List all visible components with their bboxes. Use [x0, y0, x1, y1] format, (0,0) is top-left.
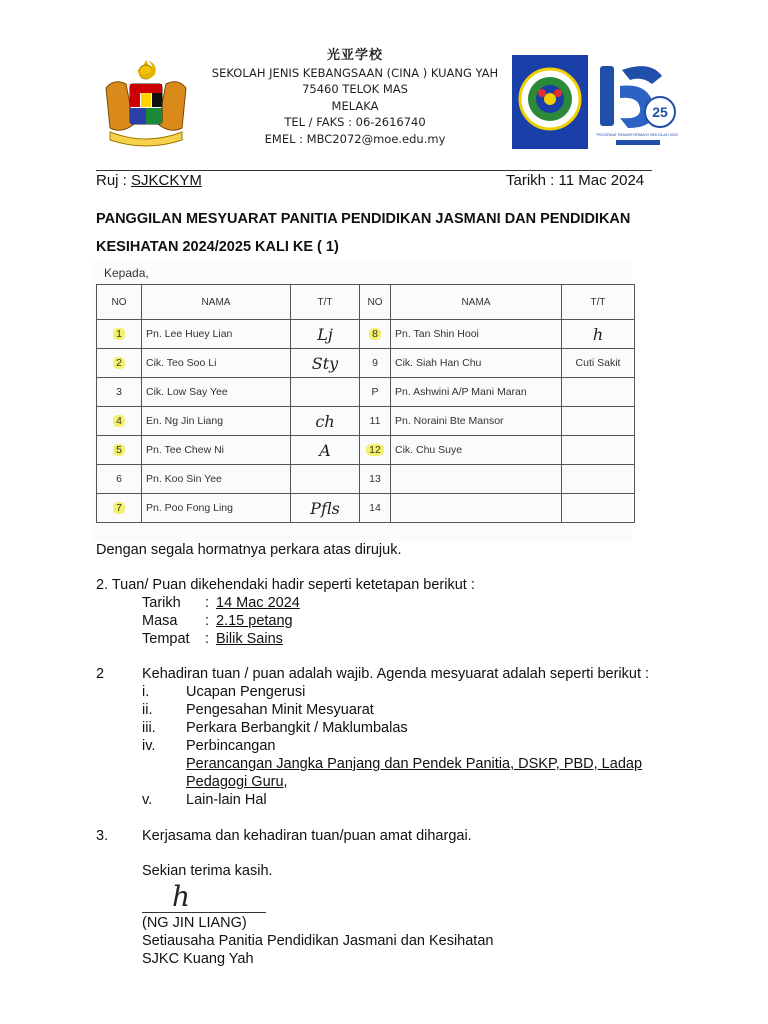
- agenda-number: iii.: [142, 720, 156, 736]
- schedule-value: 14 Mac 2024: [216, 595, 300, 611]
- signatory-name: (NG JIN LIANG): [142, 915, 247, 931]
- logo-caption: PROGRAM TRANSFORMASI SEKOLAH 2025: [596, 132, 678, 137]
- title-line-2: KESIHATAN 2024/2025 KALI KE ( 1): [96, 239, 339, 255]
- schedule-value: 2.15 petang: [216, 613, 293, 629]
- kepada-label: Kepada,: [104, 266, 149, 280]
- row-number: [97, 349, 142, 378]
- schedule-row-date: [142, 594, 300, 612]
- schedule-value: Bilik Sains: [216, 631, 283, 647]
- table-row: [97, 378, 635, 407]
- attendance-body: [97, 320, 635, 523]
- highlight-mark: 7: [113, 502, 125, 514]
- member-name: Pn. Tan Shin Hooi: [391, 320, 562, 349]
- table-row: [97, 465, 635, 494]
- signature-line: [142, 912, 266, 913]
- member-name: Pn. Poo Fong Ling: [142, 494, 291, 523]
- signature-cell: Lj: [291, 320, 360, 349]
- agenda-number: v.: [142, 792, 153, 808]
- row-number: 11: [360, 407, 391, 436]
- table-row: [97, 407, 635, 436]
- table-header-row: [97, 285, 635, 320]
- school-name: SEKOLAH JENIS KEBANGSAAN (CINA ) KUANG YAH: [211, 65, 499, 80]
- row-number: 13: [360, 465, 391, 494]
- signature-cell: Pfls: [291, 494, 360, 523]
- row-number: 14: [360, 494, 391, 523]
- item-4-number: 3.: [96, 828, 109, 844]
- signature-cell: A: [291, 436, 360, 465]
- signature-cell: [562, 378, 635, 407]
- signatory-block: [142, 914, 493, 968]
- member-name: [391, 494, 562, 523]
- agenda-sub-text-1: Perancangan Jangka Panjang dan Pendek Panitia, DSKP, PBD, Ladap: [186, 756, 643, 772]
- schedule-separator: :: [204, 631, 210, 647]
- header-no: NO: [97, 285, 142, 320]
- agenda-number: ii.: [142, 702, 153, 718]
- table-row: [97, 436, 635, 465]
- item-3-number: 2: [96, 666, 105, 682]
- schedule-details: [142, 594, 300, 648]
- schedule-separator: :: [204, 613, 210, 629]
- highlight-mark: 5: [113, 444, 125, 456]
- table-row: [97, 494, 635, 523]
- school-letterhead: [200, 48, 510, 147]
- reference: [96, 172, 202, 189]
- schedule-label: Masa: [142, 613, 178, 629]
- header-tt: T/T: [291, 285, 360, 320]
- header-nama: NAMA: [142, 285, 291, 320]
- agenda-item: [142, 719, 682, 737]
- row-number: [360, 436, 391, 465]
- member-name: Pn. Noraini Bte Mansor: [391, 407, 562, 436]
- row-number: 9: [360, 349, 391, 378]
- remark-cell: Cuti Sakit: [562, 349, 635, 378]
- address-line-1: 75460 TELOK MAS: [302, 82, 408, 96]
- row-number: [97, 436, 142, 465]
- phone-fax: TEL / FAKS : 06-2616740: [284, 115, 426, 129]
- malaysia-coat-of-arms-logo: [96, 58, 196, 150]
- header-tt-2: T/T: [562, 285, 635, 320]
- member-name: Cik. Siah Han Chu: [391, 349, 562, 378]
- agenda-text: Perbincangan: [186, 738, 276, 754]
- member-name: Cik. Teo Soo Li: [142, 349, 291, 378]
- member-name: Cik. Low Say Yee: [142, 378, 291, 407]
- letter-date: Tarikh : 11 Mac 2024: [506, 172, 645, 189]
- member-name: Pn. Tee Chew Ni: [142, 436, 291, 465]
- address-line-2: MELAKA: [331, 98, 379, 113]
- header-nama-2: NAMA: [391, 285, 562, 320]
- reference-value: SJKCKYM: [131, 172, 202, 189]
- signature-cell: [562, 407, 635, 436]
- item-2-text: 2. Tuan/ Puan dikehendaki hadir seperti ketetapan berikut :: [96, 577, 475, 593]
- signature-cell: [562, 494, 635, 523]
- member-name: Pn. Koo Sin Yee: [142, 465, 291, 494]
- schedule-label: Tempat: [142, 631, 190, 647]
- member-name: Pn. Lee Huey Lian: [142, 320, 291, 349]
- member-name: En. Ng Jin Liang: [142, 407, 291, 436]
- member-name: Pn. Ashwini A/P Mani Maran: [391, 378, 562, 407]
- schedule-row-time: [142, 612, 300, 630]
- schedule-separator: :: [204, 595, 210, 611]
- signature-cell: [562, 436, 635, 465]
- highlight-mark: 8: [369, 328, 381, 340]
- row-number: 6: [97, 465, 142, 494]
- highlight-mark: 2: [113, 357, 125, 369]
- table-row: [97, 349, 635, 378]
- agenda-list: [142, 683, 682, 809]
- email: EMEL : MBC2072@moe.edu.my: [264, 131, 446, 146]
- signatory-position: Setiausaha Panitia Pendidikan Jasmani dan Kesihatan: [142, 933, 494, 949]
- row-number: [97, 320, 142, 349]
- agenda-text: Perkara Berbangkit / Maklumbalas: [186, 720, 408, 736]
- schedule-row-place: [142, 630, 300, 648]
- agenda-number: i.: [142, 684, 150, 700]
- highlight-mark: 1: [113, 328, 125, 340]
- intro-text: Dengan segala hormatnya perkara atas dirujuk.: [96, 542, 402, 558]
- header-no-2: NO: [360, 285, 391, 320]
- row-number: [360, 320, 391, 349]
- title-line-1: PANGGILAN MESYUARAT PANITIA PENDIDIKAN JASMANI DAN PENDIDIKAN: [96, 211, 631, 227]
- school-badge-logo: [512, 55, 588, 149]
- header-divider: [96, 170, 652, 171]
- signature-cell: [562, 465, 635, 494]
- highlight-mark: 12: [366, 444, 384, 456]
- table-row: [97, 320, 635, 349]
- agenda-item: [142, 791, 682, 809]
- member-name: Cik. Chu Suye: [391, 436, 562, 465]
- agenda-sub-text-2: Pedagogi Guru,: [186, 774, 288, 790]
- agenda-text: Lain-lain Hal: [186, 792, 267, 808]
- agenda-item: [142, 737, 682, 755]
- logo-25-text: 25: [652, 104, 668, 120]
- item-3-text: Kehadiran tuan / puan adalah wajib. Agenda mesyuarat adalah seperti berikut :: [142, 666, 650, 682]
- closing-text: Sekian terima kasih.: [142, 863, 273, 879]
- schedule-label: Tarikh: [142, 595, 181, 611]
- reference-label: Ruj :: [96, 172, 132, 189]
- agenda-text: Pengesahan Minit Mesyuarat: [186, 702, 374, 718]
- signature-cell: Sty: [291, 349, 360, 378]
- item-4-text: Kerjasama dan kehadiran tuan/puan amat dihargai.: [142, 828, 472, 844]
- row-number: 3: [97, 378, 142, 407]
- member-name: [391, 465, 562, 494]
- signature-cell: ch: [291, 407, 360, 436]
- signature-cell: [291, 378, 360, 407]
- agenda-text: Ucapan Pengerusi: [186, 684, 306, 700]
- signature-cell: h: [562, 320, 635, 349]
- agenda-number: iv.: [142, 738, 156, 754]
- agenda-item: [142, 701, 682, 719]
- row-number: P: [360, 378, 391, 407]
- signatory-school: SJKC Kuang Yah: [142, 951, 254, 967]
- attendance-table: [96, 284, 635, 523]
- agenda-item: [142, 683, 682, 701]
- row-number: [97, 494, 142, 523]
- letter-title: [96, 205, 696, 261]
- signature-cell: [291, 465, 360, 494]
- highlight-mark: 4: [113, 415, 125, 427]
- row-number: [97, 407, 142, 436]
- signature-mark: h: [172, 880, 191, 913]
- agenda-sub-line-2: [142, 773, 682, 791]
- transformasi-2025-logo: [596, 56, 678, 148]
- school-chinese-name: 光亚学校: [326, 48, 383, 63]
- agenda-sub-line-1: [142, 755, 682, 773]
